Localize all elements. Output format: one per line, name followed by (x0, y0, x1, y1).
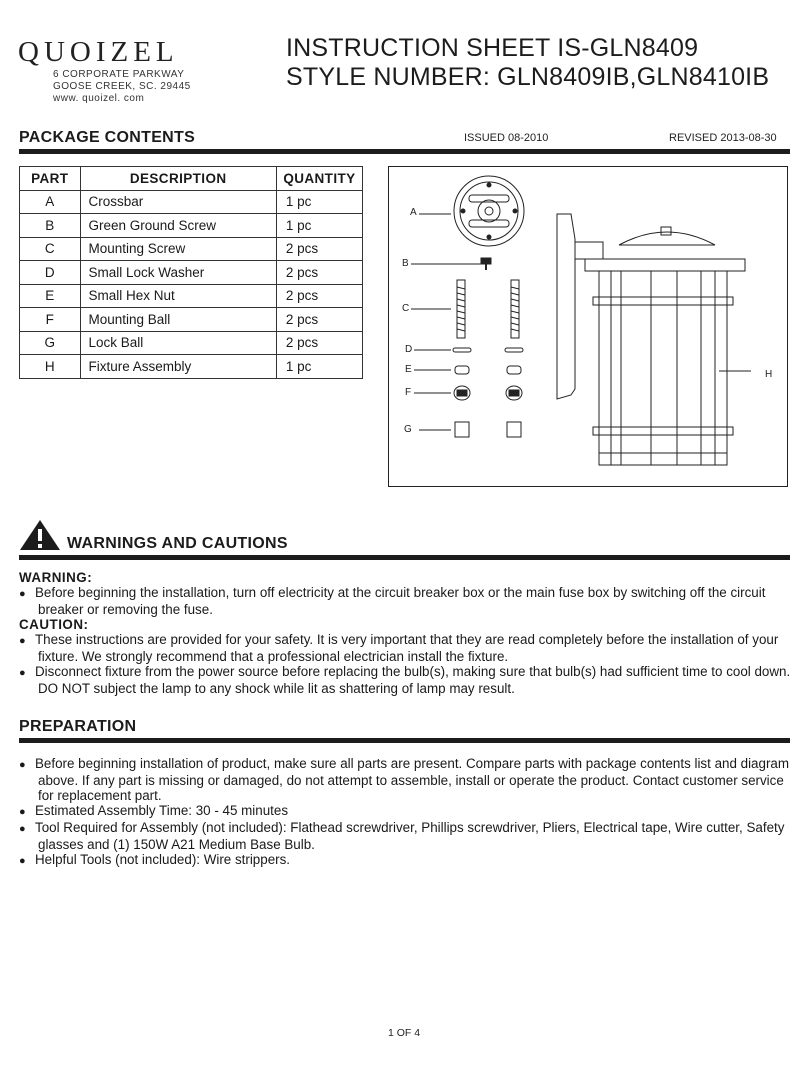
quantity-cell: 2 pcs (276, 284, 362, 308)
title-instruction-sheet: INSTRUCTION SHEET IS-GLN8409 (286, 34, 699, 62)
table-header-row (20, 167, 363, 191)
package-contents-heading: PACKAGE CONTENTS (19, 129, 196, 146)
part-cell: C (20, 237, 81, 261)
diagram-label-g: G (404, 424, 412, 435)
diagram-label-e: E (405, 364, 412, 375)
column-header-quantity: QUANTITY (276, 167, 362, 191)
caution-label: CAUTION: (19, 617, 89, 632)
preparation-item: ● Estimated Assembly Time: 30 - 45 minutes (19, 803, 791, 820)
quantity-cell: 2 pcs (276, 331, 362, 355)
section-rule (19, 555, 790, 560)
quoizel-logo: QUOIZEL (18, 36, 179, 68)
table-row (20, 214, 363, 238)
address-line-2: GOOSE CREEK, SC. 29445 (53, 81, 191, 92)
warnings-body (19, 570, 791, 696)
table-row (20, 237, 363, 261)
parts-diagram (388, 166, 788, 487)
table-row (20, 190, 363, 214)
column-header-part: PART (20, 167, 81, 191)
diagram-label-a: A (410, 207, 417, 218)
part-cell: D (20, 261, 81, 285)
section-rule (19, 738, 790, 743)
section-rule (19, 149, 790, 154)
part-cell: H (20, 355, 81, 379)
part-cell: A (20, 190, 81, 214)
quantity-cell: 2 pcs (276, 237, 362, 261)
warnings-heading: WARNINGS AND CAUTIONS (67, 535, 288, 552)
description-cell: Small Hex Nut (80, 284, 276, 308)
table-row (20, 261, 363, 285)
diagram-label-b: B (402, 258, 409, 269)
caution-item: ● These instructions are provided for your safety. It is very important that they are read completely before the installation of your fixture. We strongly recommend that a professional electrician install the fixture. (19, 632, 791, 664)
part-cell: B (20, 214, 81, 238)
page-number: 1 OF 4 (387, 1027, 421, 1039)
description-cell: Small Lock Washer (80, 261, 276, 285)
table-row (20, 308, 363, 332)
description-cell: Crossbar (80, 190, 276, 214)
warning-triangle-icon (19, 519, 61, 551)
title-style-number: STYLE NUMBER: GLN8409IB,GLN8410IB (286, 63, 770, 91)
preparation-heading: PREPARATION (19, 718, 137, 735)
quantity-cell: 2 pcs (276, 261, 362, 285)
table-row (20, 355, 363, 379)
diagram-label-h: H (765, 369, 773, 380)
part-cell: G (20, 331, 81, 355)
revised-date: REVISED 2013-08-30 (669, 132, 777, 144)
description-cell: Mounting Screw (80, 237, 276, 261)
quantity-cell: 1 pc (276, 214, 362, 238)
preparation-item: ● Before beginning installation of product, make sure all parts are present. Compare parts with package contents list and diagram above. If any part is missing or damaged, do not attempt to assemble, install or operate the product. Contact customer service for replacement part. (19, 756, 791, 803)
description-cell: Mounting Ball (80, 308, 276, 332)
quantity-cell: 2 pcs (276, 308, 362, 332)
table-row (20, 331, 363, 355)
quantity-cell: 1 pc (276, 355, 362, 379)
diagram-label-f: F (405, 387, 412, 398)
part-cell: E (20, 284, 81, 308)
column-header-description: DESCRIPTION (80, 167, 276, 191)
diagram-label-d: D (405, 344, 413, 355)
table-row (20, 284, 363, 308)
parts-table (19, 166, 363, 379)
quantity-cell: 1 pc (276, 190, 362, 214)
part-cell: F (20, 308, 81, 332)
issued-date: ISSUED 08-2010 (464, 132, 549, 144)
warning-item: ● Before beginning the installation, turn off electricity at the circuit breaker box or the main fuse box by switching off the circuit breaker or removing the fuse. (19, 585, 791, 617)
address-line-1: 6 CORPORATE PARKWAY (53, 69, 185, 80)
description-cell: Lock Ball (80, 331, 276, 355)
parts-illustration (389, 167, 789, 488)
preparation-item: ● Tool Required for Assembly (not included): Flathead screwdriver, Phillips screwdriver, Pliers, Electrical tape, Wire cutter, Safety glasses and (1) 150W A21 Medium Base Bulb. (19, 820, 791, 852)
website-link[interactable]: www. quoizel. com (53, 93, 145, 104)
description-cell: Fixture Assembly (80, 355, 276, 379)
warning-label: WARNING: (19, 570, 93, 585)
caution-item: ● Disconnect fixture from the power source before replacing the bulb(s), making sure that bulb(s) had sufficient time to cool down. DO NOT subject the lamp to any shock while lit as shattering of lamp may result. (19, 664, 791, 696)
preparation-item: ● Helpful Tools (not included): Wire strippers. (19, 852, 791, 869)
diagram-label-c: C (402, 303, 410, 314)
description-cell: Green Ground Screw (80, 214, 276, 238)
preparation-body (19, 756, 791, 869)
